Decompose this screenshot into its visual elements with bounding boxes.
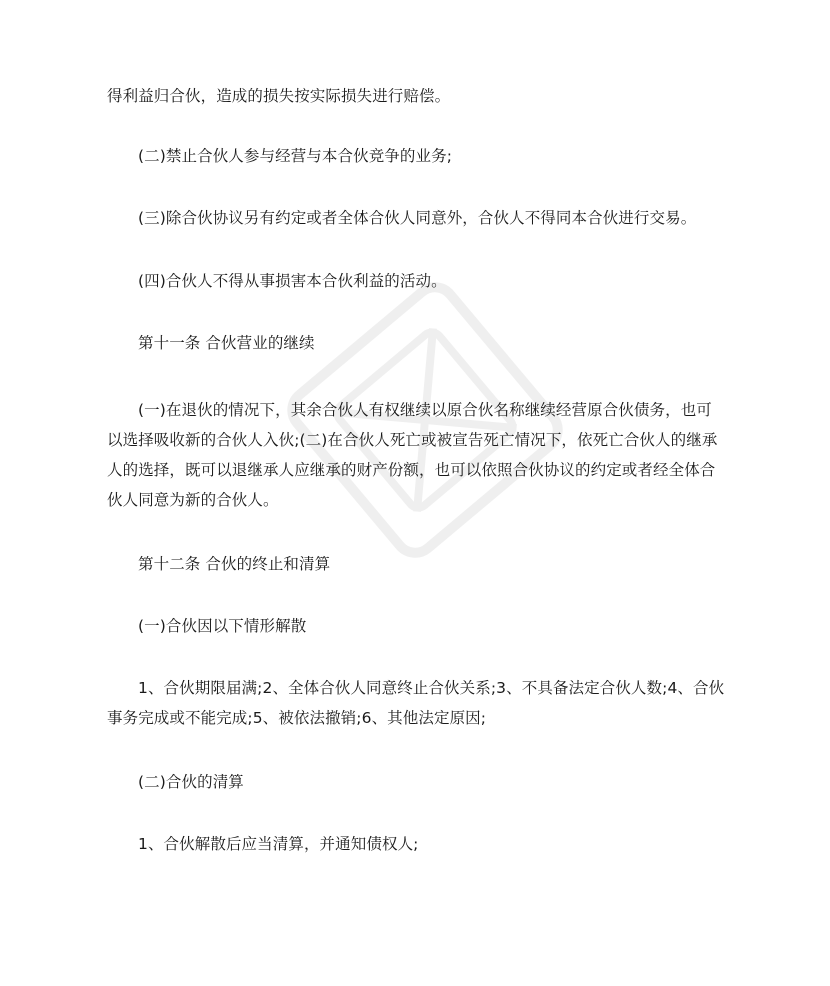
paragraph-item-2: (二)禁止合伙人参与经营与本合伙竞争的业务; — [138, 147, 453, 165]
paragraph-dissolution-list: 1、合伙期限届满;2、全体合伙人同意终止合伙关系;3、不具备法定合伙人数;4、合伙事务完成或不能完成;5、被依法撤销;6、其他法定原因; — [107, 679, 725, 727]
paragraph-item-3: (三)除合伙协议另有约定或者全体合伙人同意外，合伙人不得同本合伙进行交易。 — [138, 209, 697, 227]
paragraph-liquidation-item-1: 1、合伙解散后应当清算，并通知债权人; — [138, 835, 419, 853]
paragraph-continuation-rules: (一)在退伙的情况下，其余合伙人有权继续以原合伙名称继续经营原合伙债务，也可以选择吸收新的合伙人入伙;(二)在合伙人死亡或被宣告死亡情况下，依死亡合伙人的继承人的选择，既可以退继承人应继承的财产份额，也可以依照合伙协议的约定或者经全体合伙人同意为新的合伙人。 — [107, 401, 718, 509]
section-heading-11: 第十一条 合伙营业的继续 — [138, 334, 315, 352]
paragraph-item-4: (四)合伙人不得从事损害本合伙利益的活动。 — [138, 272, 447, 290]
paragraph-continuation: 得利益归合伙，造成的损失按实际损失进行赔偿。 — [107, 87, 451, 105]
section-heading-12: 第十二条 合伙的终止和清算 — [138, 555, 331, 573]
paragraph-liquidation-heading: (二)合伙的清算 — [138, 773, 244, 791]
paragraph-dissolution-heading: (一)合伙因以下情形解散 — [138, 617, 307, 635]
